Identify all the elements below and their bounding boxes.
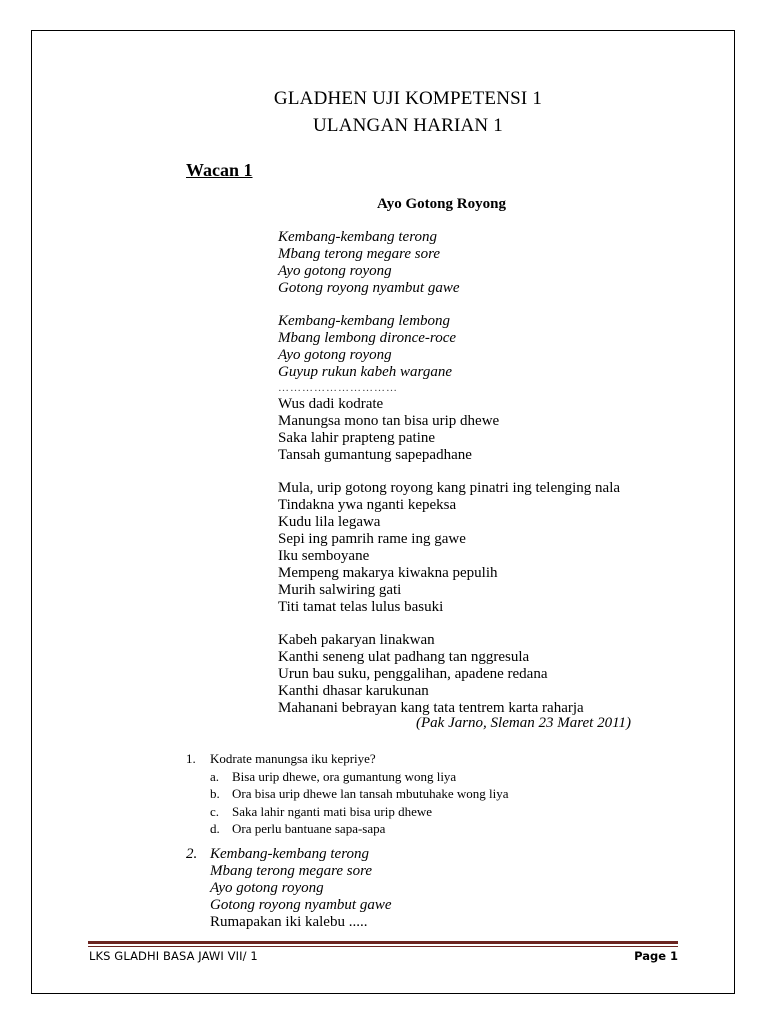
poem-line: Kembang-kembang terong (278, 229, 437, 245)
question-list (186, 750, 706, 931)
poem-line: Tansah gumantung sapepadhane (278, 447, 472, 463)
poem-line: Murih salwiring gati (278, 582, 402, 598)
option-letter: d. (210, 821, 220, 836)
question-quote-line: Mbang terong megare sore (210, 862, 373, 879)
poem-line: Mbang terong megare sore (278, 246, 441, 262)
poem-line: Tindakna ywa nganti kepeksa (278, 497, 457, 513)
footer-divider (88, 941, 678, 944)
poem-stanza-2 (278, 313, 620, 381)
poem-line: Iku semboyane (278, 548, 370, 564)
poem-line: Titi tamat telas lulus basuki (278, 599, 444, 615)
page-title: GLADHEN UJI KOMPETENSI 1 (273, 88, 543, 109)
page-subtitle: ULANGAN HARIAN 1 (312, 115, 504, 136)
poem-stanza-5 (278, 632, 620, 717)
poem-line: Sepi ing pamrih rame ing gawe (278, 531, 466, 547)
answer-option-a (210, 768, 706, 786)
option-letter: c. (210, 803, 220, 819)
question-text: Kodrate manungsa iku kepriye? (210, 751, 376, 766)
poem-body (278, 229, 620, 733)
question-quote-line: Ayo gotong royong (210, 879, 324, 896)
footer-divider-thin (88, 946, 678, 947)
option-text: Bisa urip dhewe, ora gumantung wong liya (232, 768, 457, 784)
poem-stanza-4 (278, 480, 620, 616)
question-number: 1. (186, 751, 196, 766)
poem-line: Wus dadi kodrate (278, 396, 384, 412)
poem-line: Gotong royong nyambut gawe (278, 280, 460, 296)
poem-line: Kanthi dhasar karukunan (278, 683, 429, 699)
poem-line: Mbang lembong dironce-roce (278, 330, 457, 346)
poem-stanza-3 (278, 396, 620, 464)
poem-line: Mula, urip gotong royong kang pinatri ing telenging nala (278, 480, 621, 496)
poem-line: Mahanani bebrayan kang tata tentrem karta raharja (278, 700, 584, 716)
poem-line: Ayo gotong royong (278, 347, 392, 363)
question-text: Rumapakan iki kalebu ..... (210, 913, 368, 930)
option-text: Ora bisa urip dhewe lan tansah mbutuhake wong liya (232, 786, 509, 801)
option-letter: b. (210, 786, 220, 801)
poem-line: Kembang-kembang lembong (278, 313, 451, 329)
answer-option-b (210, 785, 706, 803)
poem-line: Kanthi seneng ulat padhang tan nggresula (278, 649, 530, 665)
question-quote-line: Kembang-kembang terong (210, 845, 369, 862)
question-number: 2. (186, 845, 198, 862)
poem-line: Kabeh pakaryan linakwan (278, 632, 435, 648)
option-text: Saka lahir nganti mati bisa urip dhewe (232, 803, 433, 819)
question-2 (186, 846, 706, 931)
answer-option-d (210, 820, 706, 838)
poem-signature: (Pak Jarno, Sleman 23 Maret 2011) (416, 715, 631, 731)
question-quote-line: Gotong royong nyambut gawe (210, 896, 392, 913)
poem-line: Kudu lila legawa (278, 514, 381, 530)
option-letter: a. (210, 768, 220, 784)
question-1 (186, 750, 706, 838)
poem-line: Manungsa mono tan bisa urip dhewe (278, 413, 500, 429)
poem-line: Guyup rukun kabeh wargane (278, 364, 452, 380)
poem-line: Mempeng makarya kiwakna pepulih (278, 565, 498, 581)
poem-line: Ayo gotong royong (278, 263, 392, 279)
poem-title: Ayo Gotong Royong (377, 196, 506, 212)
poem-line: Saka lahir prapteng patine (278, 430, 436, 446)
footer-document-label: LKS GLADHI BASA JAWI VII/ 1 (89, 949, 258, 963)
footer-page-number: Page 1 (634, 949, 678, 963)
poem-stanza-1 (278, 229, 620, 297)
poem-separator: ………………………… (278, 382, 398, 394)
option-text: Ora perlu bantuane sapa-sapa (232, 821, 386, 836)
poem-line: Urun bau suku, penggalihan, apadene redana (278, 666, 548, 682)
answer-option-c (210, 803, 706, 821)
section-heading: Wacan 1 (186, 160, 253, 180)
